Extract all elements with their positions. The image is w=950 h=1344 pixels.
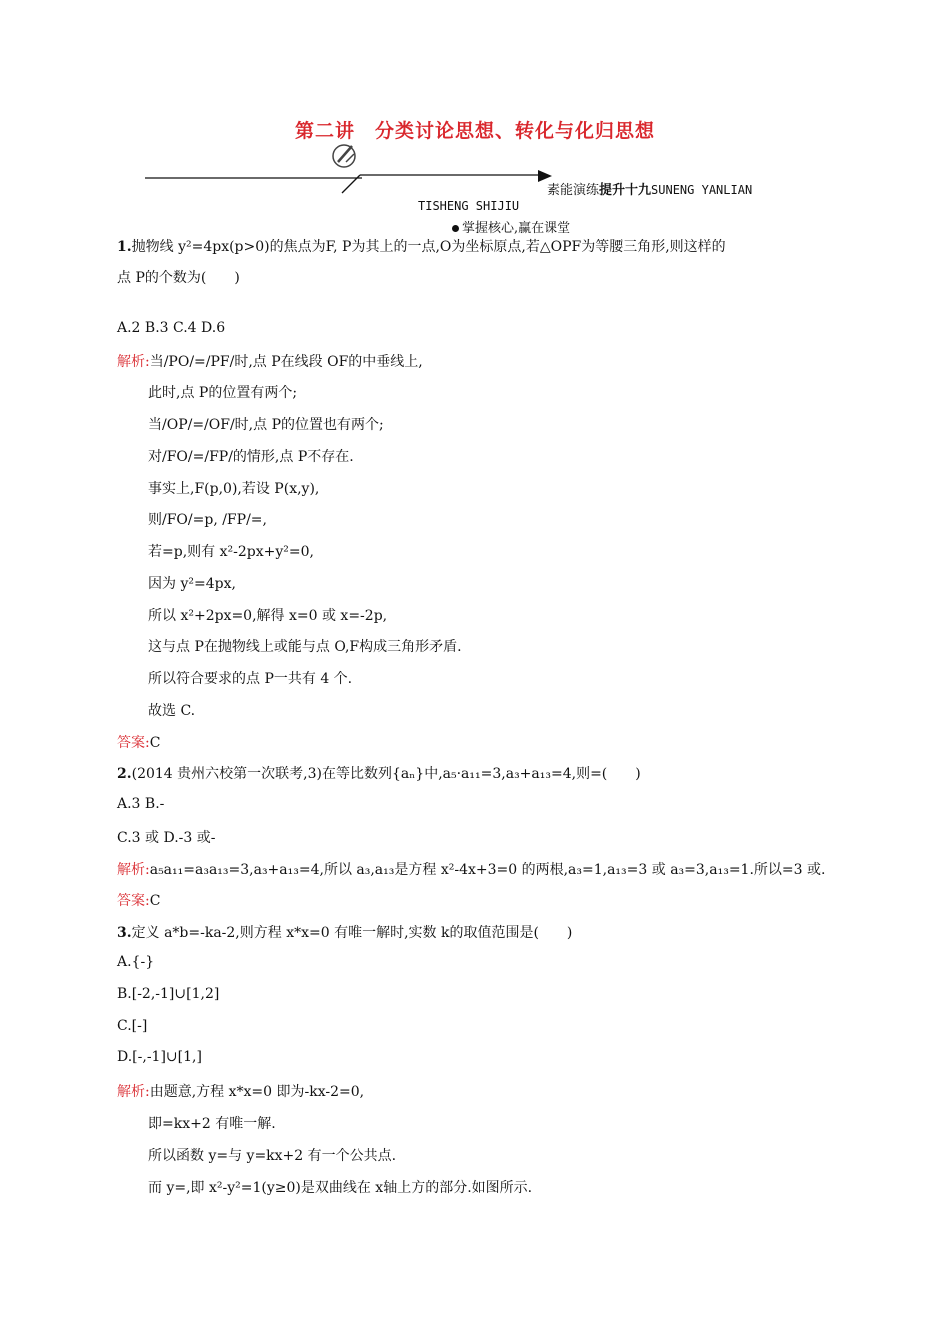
solution-line: 所以 x²+2px=0,解得 x=0 或 x=-2p, (148, 608, 388, 624)
solution-line: 对/FO/=/FP/的情形,点 P不存在. (148, 449, 354, 465)
problem-1-stem: 1.抛物线 y²=4px(p>0)的焦点为F, P为其上的一点,O为坐标原点,若△OPF为等腰三角形,则这样的 (117, 239, 726, 255)
problem-2-solution: 解析:a₅a₁₁=a₃a₁₃=3,a₃+a₁₃=4,所以 a₃,a₁₃是方程 x²-4x+3=0 的两根,a₃=1,a₁₃=3 或 a₃=3,a₁₃=1.所以=3 或. (117, 862, 826, 878)
problem-2-options-ab: A.3 B.- (117, 796, 165, 812)
problem-1-answer: 答案:C (117, 735, 161, 751)
solution-line: 事实上,F(p,0),若设 P(x,y), (148, 481, 320, 497)
banner-subtitle: 掌握核心,赢在课堂 (452, 217, 570, 236)
solution-line: 因为 y²=4px, (148, 576, 236, 592)
solution-line: 故选 C. (148, 703, 196, 719)
problem-3-stem: 3.定义 a*b=-ka-2,则方程 x*x=0 有唯一解时,实数 k的取值范围是( ) (117, 925, 573, 941)
bullet-icon (452, 225, 459, 232)
pen-logo-icon (333, 145, 355, 167)
solution-line: 则/FO/=p, /FP/=, (148, 512, 267, 528)
solution-line: 若=p,则有 x²-2px+y²=0, (148, 544, 314, 560)
page-title: 第二讲 分类讨论思想、转化与化归思想 (294, 120, 655, 142)
problem-3-option-d: D.[-,-1]∪[1,] (117, 1049, 202, 1065)
problem-1-options: A.2 B.3 C.4 D.6 (117, 320, 226, 336)
solution-line: 即=kx+2 有唯一解. (148, 1116, 276, 1132)
solution-line: 这与点 P在抛物线上或能与点 O,F构成三角形矛盾. (148, 639, 462, 655)
solution-line: 所以符合要求的点 P一共有 4 个. (148, 671, 353, 687)
problem-3-solution: 解析:由题意,方程 x*x=0 即为-kx-2=0, (117, 1084, 365, 1100)
solution-line: 所以函数 y=与 y=kx+2 有一个公共点. (148, 1148, 397, 1164)
banner-label-en: TISHENG SHIJIU (418, 199, 520, 213)
problem-2-options-cd: C.3 或 D.-3 或- (117, 830, 216, 846)
solution-line: 而 y=,即 x²-y²=1(y≥0)是双曲线在 x轴上方的部分.如图所示. (148, 1180, 533, 1196)
problem-3-option-c: C.[-] (117, 1018, 148, 1034)
banner-label: 素能演练提升十九SUNENG YANLIAN (547, 183, 753, 198)
problem-1-solution: 解析:当/PO/=/PF/时,点 P在线段 OF的中垂线上, (117, 354, 423, 370)
solution-line: 当/OP/=/OF/时,点 P的位置也有两个; (148, 417, 384, 433)
solution-line: 此时,点 P的位置有两个; (148, 385, 298, 401)
problem-1-stem-cont: 点 P的个数为( ) (117, 270, 240, 286)
problem-2-answer: 答案:C (117, 893, 161, 909)
problem-2-stem: 2.(2014 贵州六校第一次联考,3)在等比数列{aₙ}中,a₅·a₁₁=3,a₃+a₁₃=4,则=( ) (117, 766, 641, 782)
problem-3-option-a: A.{-} (117, 954, 155, 970)
problem-3-option-b: B.[-2,-1]∪[1,2] (117, 986, 220, 1002)
